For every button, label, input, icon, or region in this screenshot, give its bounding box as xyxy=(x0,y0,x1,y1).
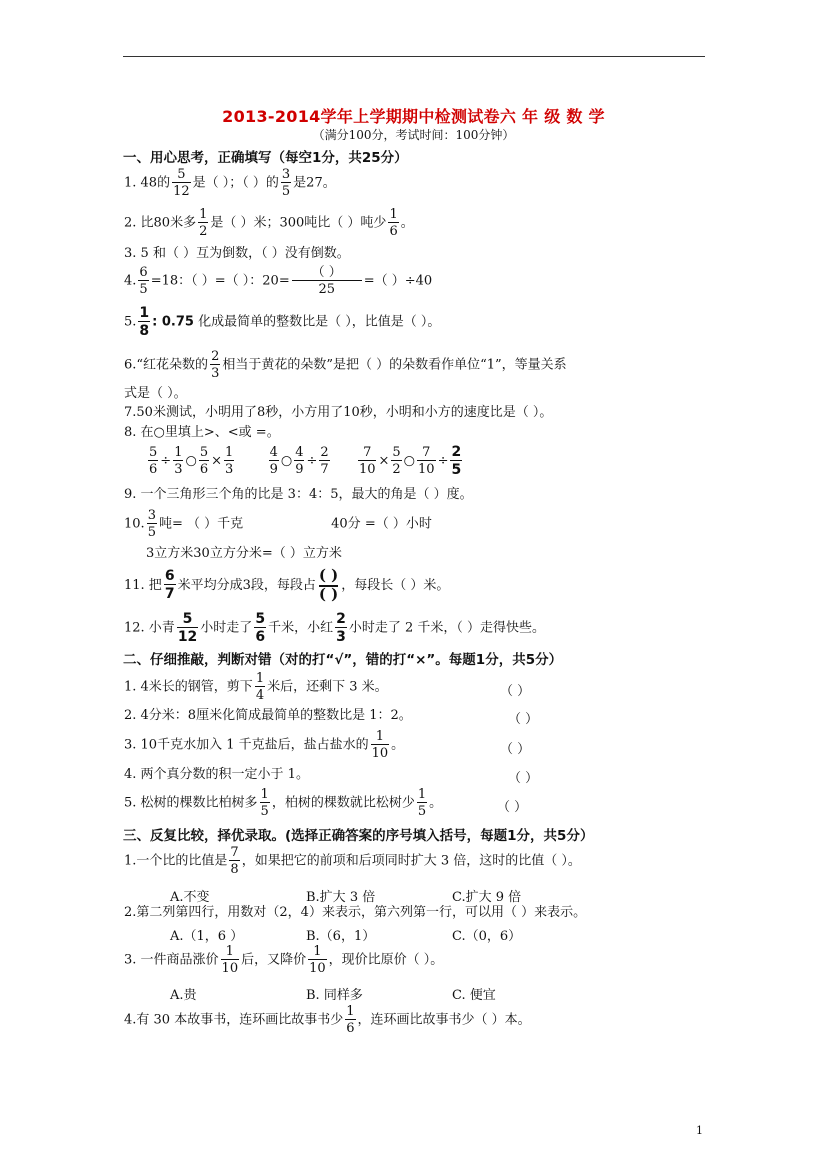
j5-answer-paren[interactable]: （ ） xyxy=(497,800,528,815)
page-subtitle: （满分100分，考试时间：100分钟） xyxy=(312,128,515,142)
q3: 3. 5 和（ ）互为倒数，（ ）没有倒数。 xyxy=(124,246,350,261)
page-title: 2013-2014学年上学期期中检测试卷六 年 级 数 学 xyxy=(222,107,605,126)
c1-option-a[interactable]: A.不变 xyxy=(170,890,210,905)
j4-answer-paren[interactable]: （ ） xyxy=(508,771,539,786)
q2: 2. 比80米多 $\frac{1}{2}$ 是（ ）米；300吨比（ ）吨少 $\frac{1}{6}$ 。 xyxy=(124,207,414,239)
page-number: 1 xyxy=(696,1124,703,1137)
c2-option-b[interactable]: B.（6，1） xyxy=(306,929,376,944)
header-rule xyxy=(123,56,705,57)
q12: 12. 小青 $\frac{5}{12}$ 小时走了 $\frac{5}{6}$ 千米，小红 $\frac{2}{3}$ 小时走了 2 千米，（ ）走得快些。 xyxy=(124,611,545,645)
j4: 4. 两个真分数的积一定小于 1。 xyxy=(124,767,309,782)
c1: 1.一个比的比值是 $\frac{7}{8}$ ，如果把它的前项和后项同时扩大 3 倍，这时的比值（ ）。 xyxy=(124,845,581,877)
q6-line2: 式是（ ）。 xyxy=(124,386,187,401)
j5: 5. 松树的棵数比柏树多 $\frac{1}{5}$ ，柏树的棵数就比松树少 $\frac{1}{5}$ 。 xyxy=(124,787,443,819)
section1-heading: 一、用心思考，正确填写（每空1分，共25分） xyxy=(123,150,408,166)
j1: 1. 4米长的钢管，剪下 $\frac{1}{4}$ 米后，还剩下 3 米。 xyxy=(124,671,388,703)
section2-heading: 二、仔细推敲，判断对错（对的打“√”，错的打“×”。每题1分，共5分） xyxy=(123,652,563,668)
c3: 3. 一件商品涨价 $\frac{1}{10}$ 后，又降价 $\frac{1}{10}$ ，现价比原价（ ）。 xyxy=(124,944,444,976)
q1: 1. 48的 $\frac{5}{12}$ 是（ ）；（ ）的 $\frac{3}{5}$ 是27。 xyxy=(124,167,336,199)
q10-line2: 3立方米30立方分米=（ ）立方米 xyxy=(146,546,342,561)
j3-answer-paren[interactable]: （ ） xyxy=(500,742,531,757)
j2-answer-paren[interactable]: （ ） xyxy=(508,712,539,727)
j3: 3. 10千克水加入 1 千克盐后，盐占盐水的 $\frac{1}{10}$ 。 xyxy=(124,729,405,761)
q5: 5. $\frac{1}{8}$ : 0.75 化成最简单的整数比是（ ），比值是（ ）。 xyxy=(124,305,441,339)
j2: 2. 4分米：8厘米化简成最简单的整数比是 1：2。 xyxy=(124,708,412,723)
q4: 4. $\frac{6}{5}$ =18：（ ）=（ ）：20= $\frac{( )}{25}$ =（ ）÷40 xyxy=(124,265,433,297)
section3-heading: 三、反复比较，择优录取。(选择正确答案的序号填入括号，每题1分，共5分） xyxy=(123,828,594,844)
q8: 8. 在○里填上>、<或 =。 xyxy=(124,425,280,440)
c2-option-a[interactable]: A.（1，6 ） xyxy=(170,929,244,944)
q7: 7.50米测试，小明用了8秒，小方用了10秒，小明和小方的速度比是（ ）。 xyxy=(124,405,553,420)
c3-option-b[interactable]: B. 同样多 xyxy=(306,988,363,1003)
c2: 2.第二列第四行，用数对（2，4）来表示，第六列第一行，可以用（ ）来表示。 xyxy=(124,905,587,920)
c1-option-c[interactable]: C.扩大 9 倍 xyxy=(452,890,522,905)
q11: 11. 把 $\frac{6}{7}$ 米平均分成3段，每段占 ( ) ( ) ，每段长（ ）米。 xyxy=(124,566,450,603)
q9: 9. 一个三角形三个角的比是 3：4：5，最大的角是（ ）度。 xyxy=(124,487,473,502)
q6: 6.“红花朵数的 $\frac{2}{3}$ 相当于黄花的朵数”是把（ ）的朵数看作单位“1”，等量关系 xyxy=(124,349,567,381)
c3-option-a[interactable]: A.贵 xyxy=(170,988,197,1003)
j1-answer-paren[interactable]: （ ） xyxy=(500,684,531,699)
q8-items: $\frac{5}{6}$ ÷ $\frac{1}{3}$ ○ $\frac{5}{6}$ × $\frac{1}{3}$ $\frac{4}{9}$ ○ $\frac{4}{9}$ ÷ $\frac{2}{7}$ $\frac{7}{10}$ × $\frac{5}{2}$ ○ $\frac{7}{10}$ ÷ $\frac{2}{5}$ xyxy=(149,444,462,478)
c2-option-c[interactable]: C.（0，6） xyxy=(452,929,522,944)
c4: 4.有 30 本故事书，连环画比故事书少 $\frac{1}{6}$ ，连环画比故事书少（ ）本。 xyxy=(124,1004,531,1036)
c1-option-b[interactable]: B.扩大 3 倍 xyxy=(306,890,376,905)
c3-option-c[interactable]: C. 便宜 xyxy=(452,988,496,1003)
q10: 10. $\frac{3}{5}$ 吨= （ ）千克 40分 =（ ）小时 xyxy=(124,508,432,540)
